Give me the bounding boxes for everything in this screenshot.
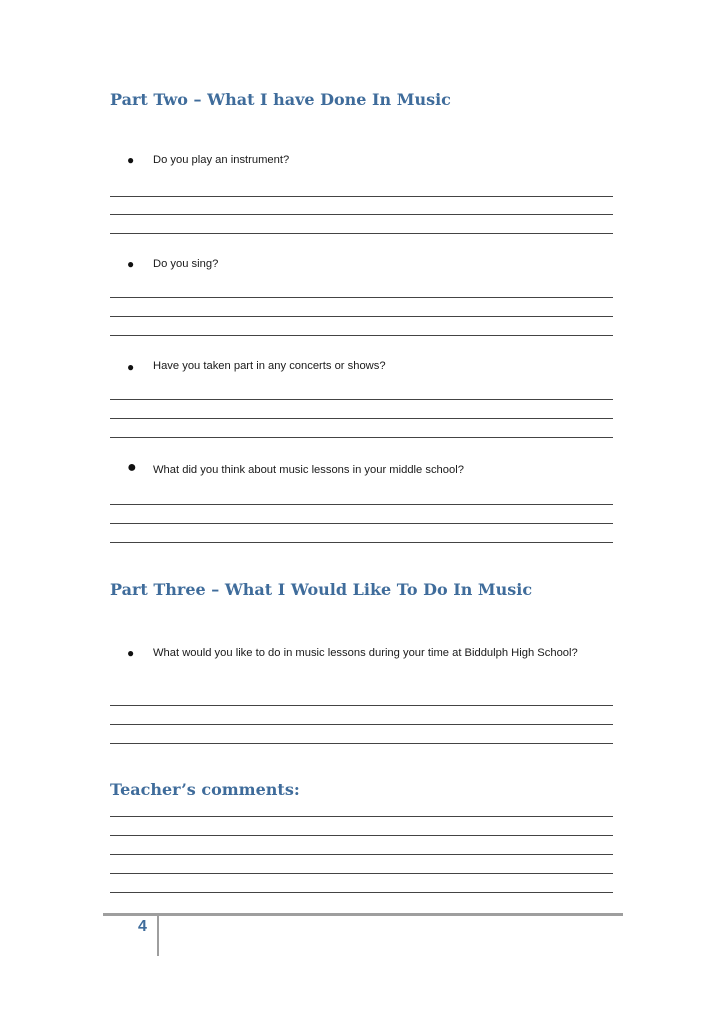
answer-line[interactable] (110, 504, 613, 505)
question-sing: Do you sing? (153, 258, 219, 270)
part-two-heading: Part Two – What I have Done In Music (110, 90, 451, 109)
teacher-comments-heading: Teacher’s comments: (110, 780, 300, 799)
answer-line[interactable] (110, 705, 613, 706)
answer-line[interactable] (110, 724, 613, 725)
footer-divider (103, 913, 623, 916)
answer-line[interactable] (110, 542, 613, 543)
answer-line[interactable] (110, 214, 613, 215)
bullet-icon: ● (127, 646, 135, 660)
footer-vertical-divider (157, 914, 159, 956)
answer-line[interactable] (110, 892, 613, 893)
answer-line[interactable] (110, 418, 613, 419)
question-instrument: Do you play an instrument? (153, 154, 290, 166)
answer-line[interactable] (110, 233, 613, 234)
question-middle-school: What did you think about music lessons in your middle school? (153, 464, 464, 476)
answer-line[interactable] (110, 523, 613, 524)
answer-line[interactable] (110, 316, 613, 317)
bullet-icon: ● (127, 360, 135, 374)
answer-line[interactable] (110, 437, 613, 438)
answer-line[interactable] (110, 854, 613, 855)
answer-line[interactable] (110, 873, 613, 874)
answer-line[interactable] (110, 196, 613, 197)
answer-line[interactable] (110, 399, 613, 400)
answer-line[interactable] (110, 297, 613, 298)
answer-line[interactable] (110, 816, 613, 817)
bullet-icon: ● (127, 257, 135, 271)
question-biddulph: What would you like to do in music lessons during your time at Biddulph High School? (153, 647, 578, 659)
bullet-icon: ● (127, 459, 137, 476)
bullet-icon: ● (127, 153, 135, 167)
page-number: 4 (138, 918, 147, 935)
part-three-heading: Part Three – What I Would Like To Do In Music (110, 580, 533, 599)
answer-line[interactable] (110, 835, 613, 836)
answer-line[interactable] (110, 335, 613, 336)
question-concerts: Have you taken part in any concerts or shows? (153, 360, 386, 372)
answer-line[interactable] (110, 743, 613, 744)
